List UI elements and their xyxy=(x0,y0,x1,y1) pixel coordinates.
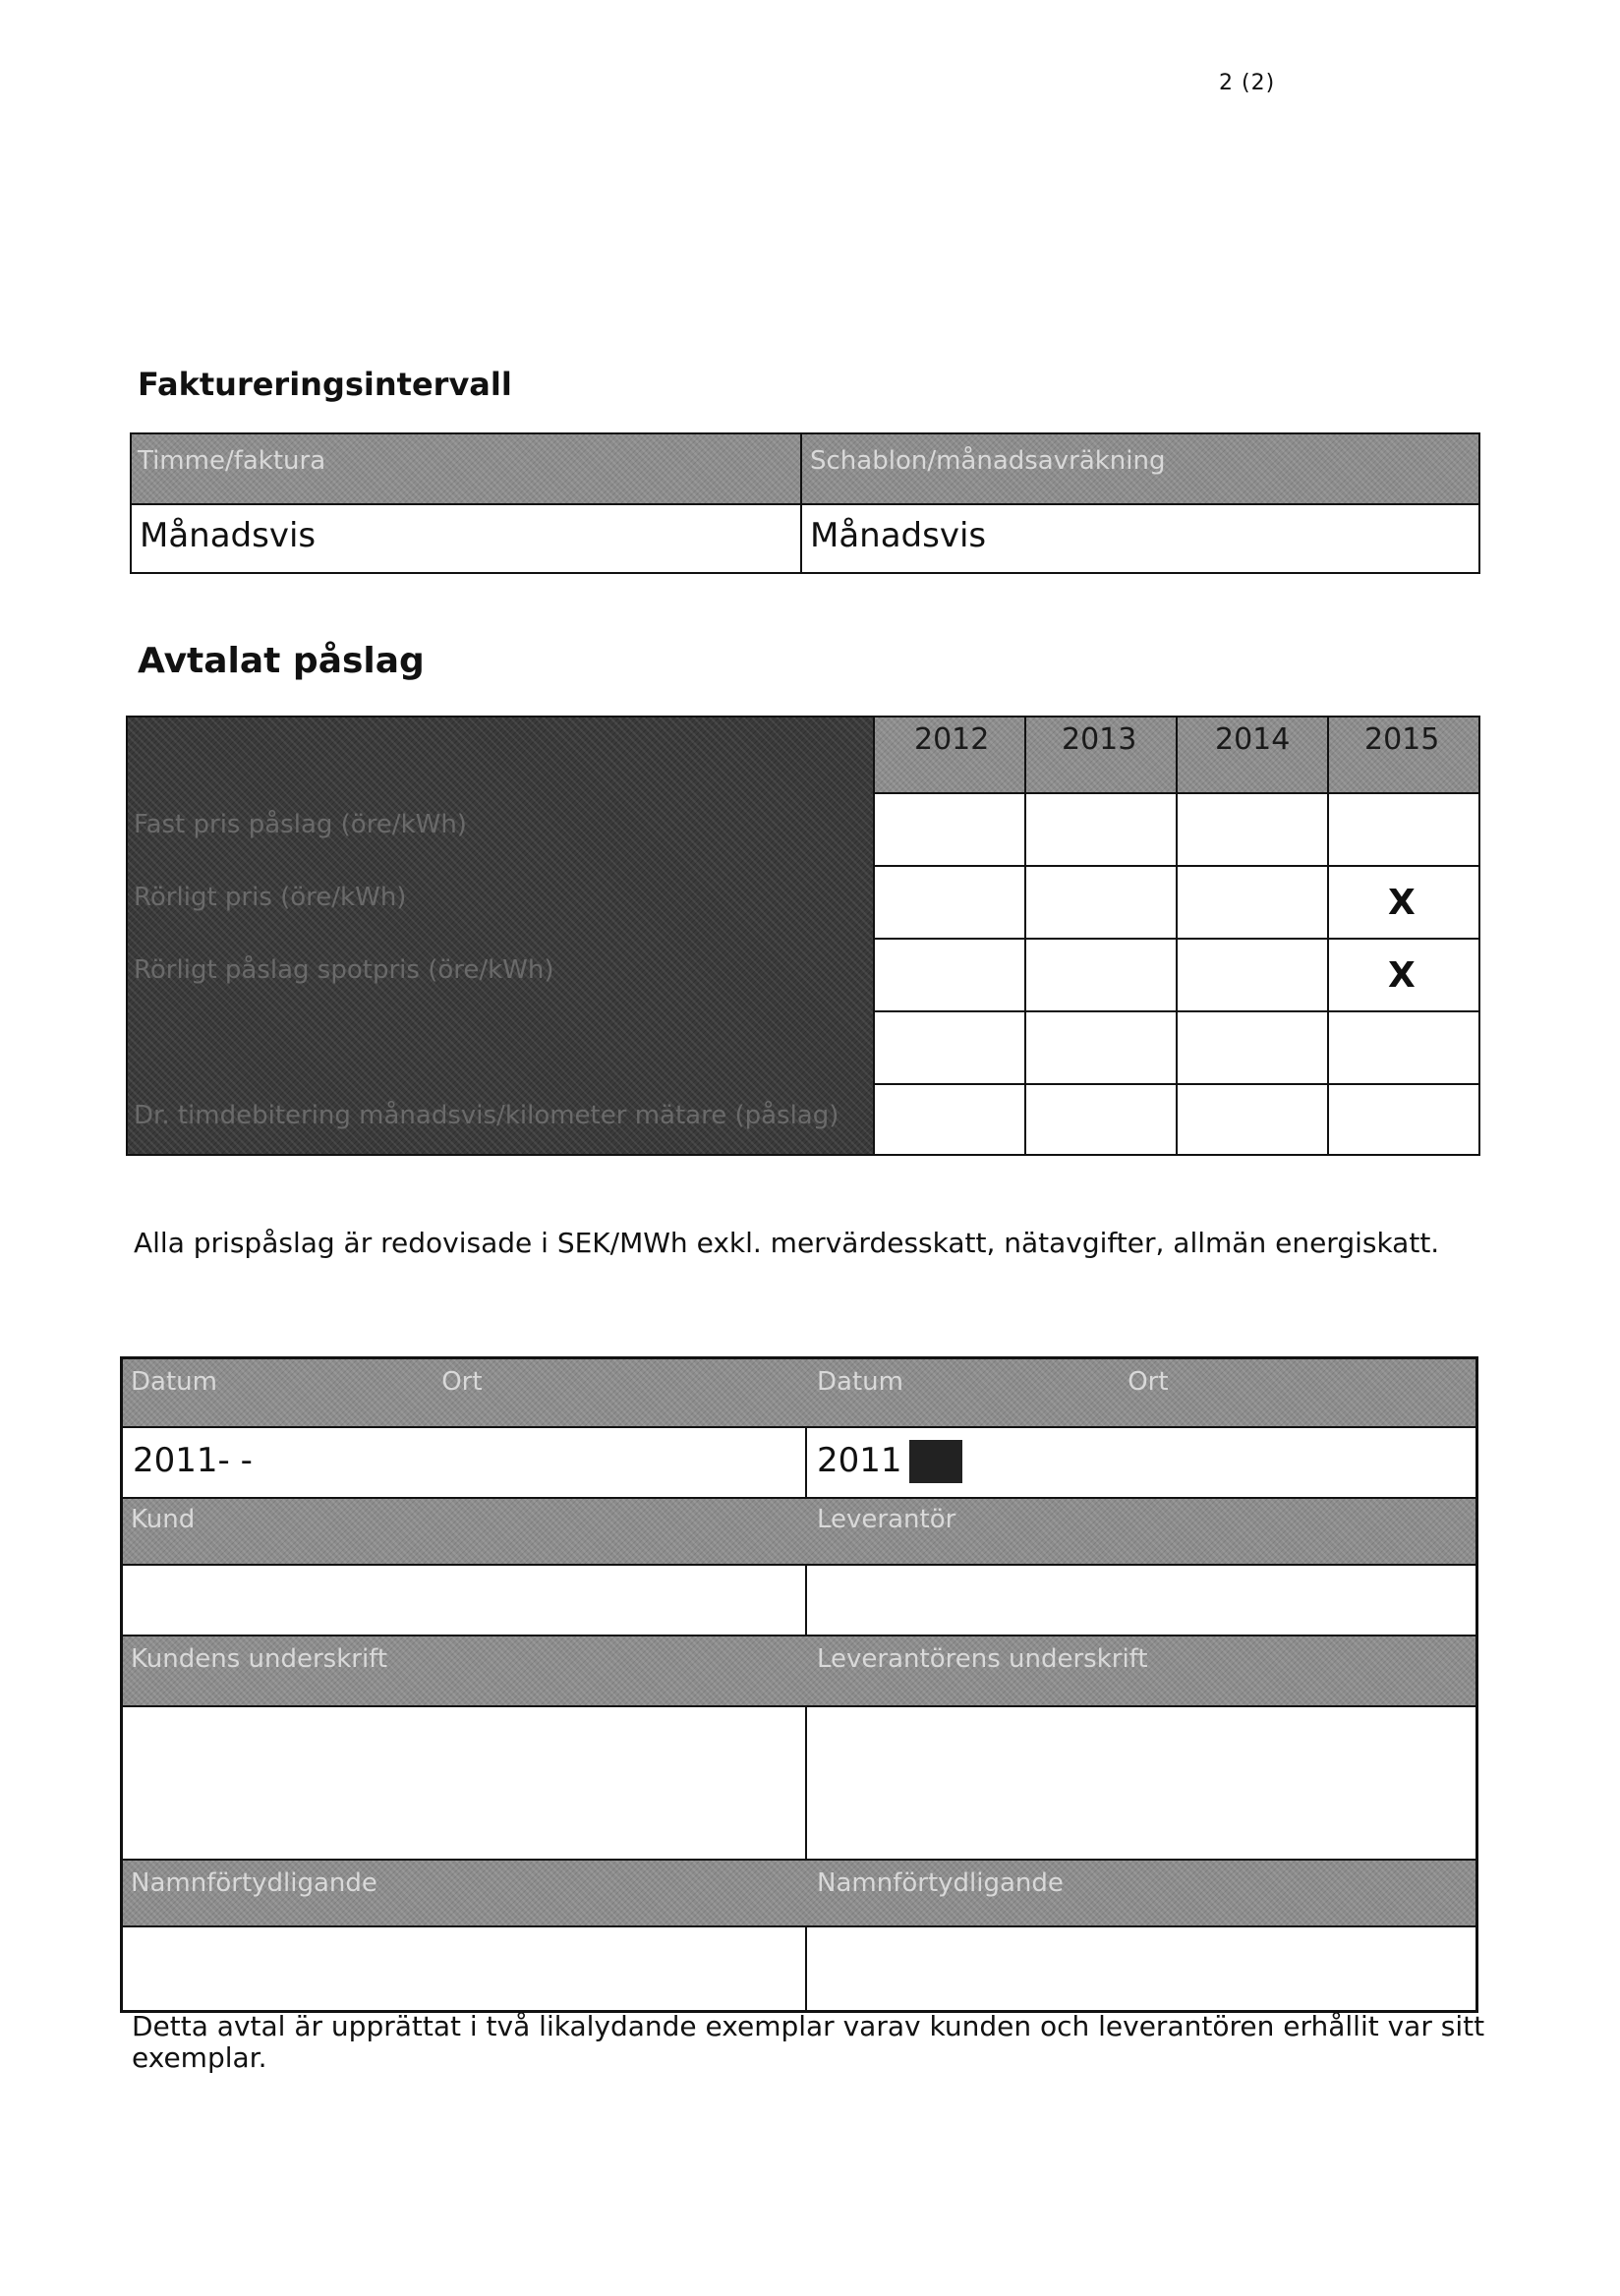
faktureringsintervall-table xyxy=(130,432,1480,574)
section-title-faktureringsintervall: Faktureringsintervall xyxy=(138,366,512,403)
kundens-underskrift-label: Kundens underskrift xyxy=(131,1644,388,1674)
price-note: Alla prispåslag är redovisade i SEK/MWh exkl. mervärdesskatt, nätavgifter, allmän energiskatt. xyxy=(134,1227,1440,1259)
datum-left-value: 2011- - xyxy=(133,1441,253,1480)
col2-value: Månadsvis xyxy=(810,516,987,555)
row-label: Dr. timdebitering månadsvis/kilometer mätare (påslag) xyxy=(134,1101,839,1130)
datum-right-value: 2011 xyxy=(817,1441,902,1480)
datum-ort-right-label: Datum Ort xyxy=(817,1367,1169,1397)
mark-2015-row3: X xyxy=(1388,955,1416,996)
redacted-date xyxy=(909,1440,962,1483)
mark-2015-row2: X xyxy=(1388,883,1416,923)
year-2013: 2013 xyxy=(1062,722,1137,757)
faktura-header-bar xyxy=(132,434,1478,503)
col2-header: Schablon/månadsavräkning xyxy=(810,446,1166,476)
year-2014: 2014 xyxy=(1215,722,1291,757)
footer-text: Detta avtal är upprättat i två likalydande exemplar varav kunden och leverantören erhållit var sitt exemplar. xyxy=(132,2010,1485,2074)
year-2015: 2015 xyxy=(1364,722,1440,757)
paslag-table xyxy=(126,716,1480,1156)
kund-label: Kund xyxy=(131,1505,196,1534)
row-label: Fast pris påslag (öre/kWh) xyxy=(134,810,467,839)
signature-table xyxy=(120,1356,1478,2013)
section-title-avtalat-paslag: Avtalat påslag xyxy=(138,641,425,681)
leverantorens-underskrift-label: Leverantörens underskrift xyxy=(817,1644,1148,1674)
col1-value: Månadsvis xyxy=(140,516,317,555)
year-2012: 2012 xyxy=(914,722,990,757)
row-label: Rörligt påslag spotpris (öre/kWh) xyxy=(134,955,554,985)
row-label: Rörligt pris (öre/kWh) xyxy=(134,883,407,912)
kund-header xyxy=(123,1499,1475,1564)
page-number: 2 (2) xyxy=(1219,71,1276,95)
leverantor-label: Leverantör xyxy=(817,1505,956,1534)
col1-header: Timme/faktura xyxy=(138,446,326,476)
namnfortydligande-left-label: Namnförtydligande xyxy=(131,1868,377,1898)
paslag-label-column xyxy=(128,718,873,1154)
namnfortydligande-right-label: Namnförtydligande xyxy=(817,1868,1064,1898)
datum-ort-left-label: Datum Ort xyxy=(131,1367,483,1397)
